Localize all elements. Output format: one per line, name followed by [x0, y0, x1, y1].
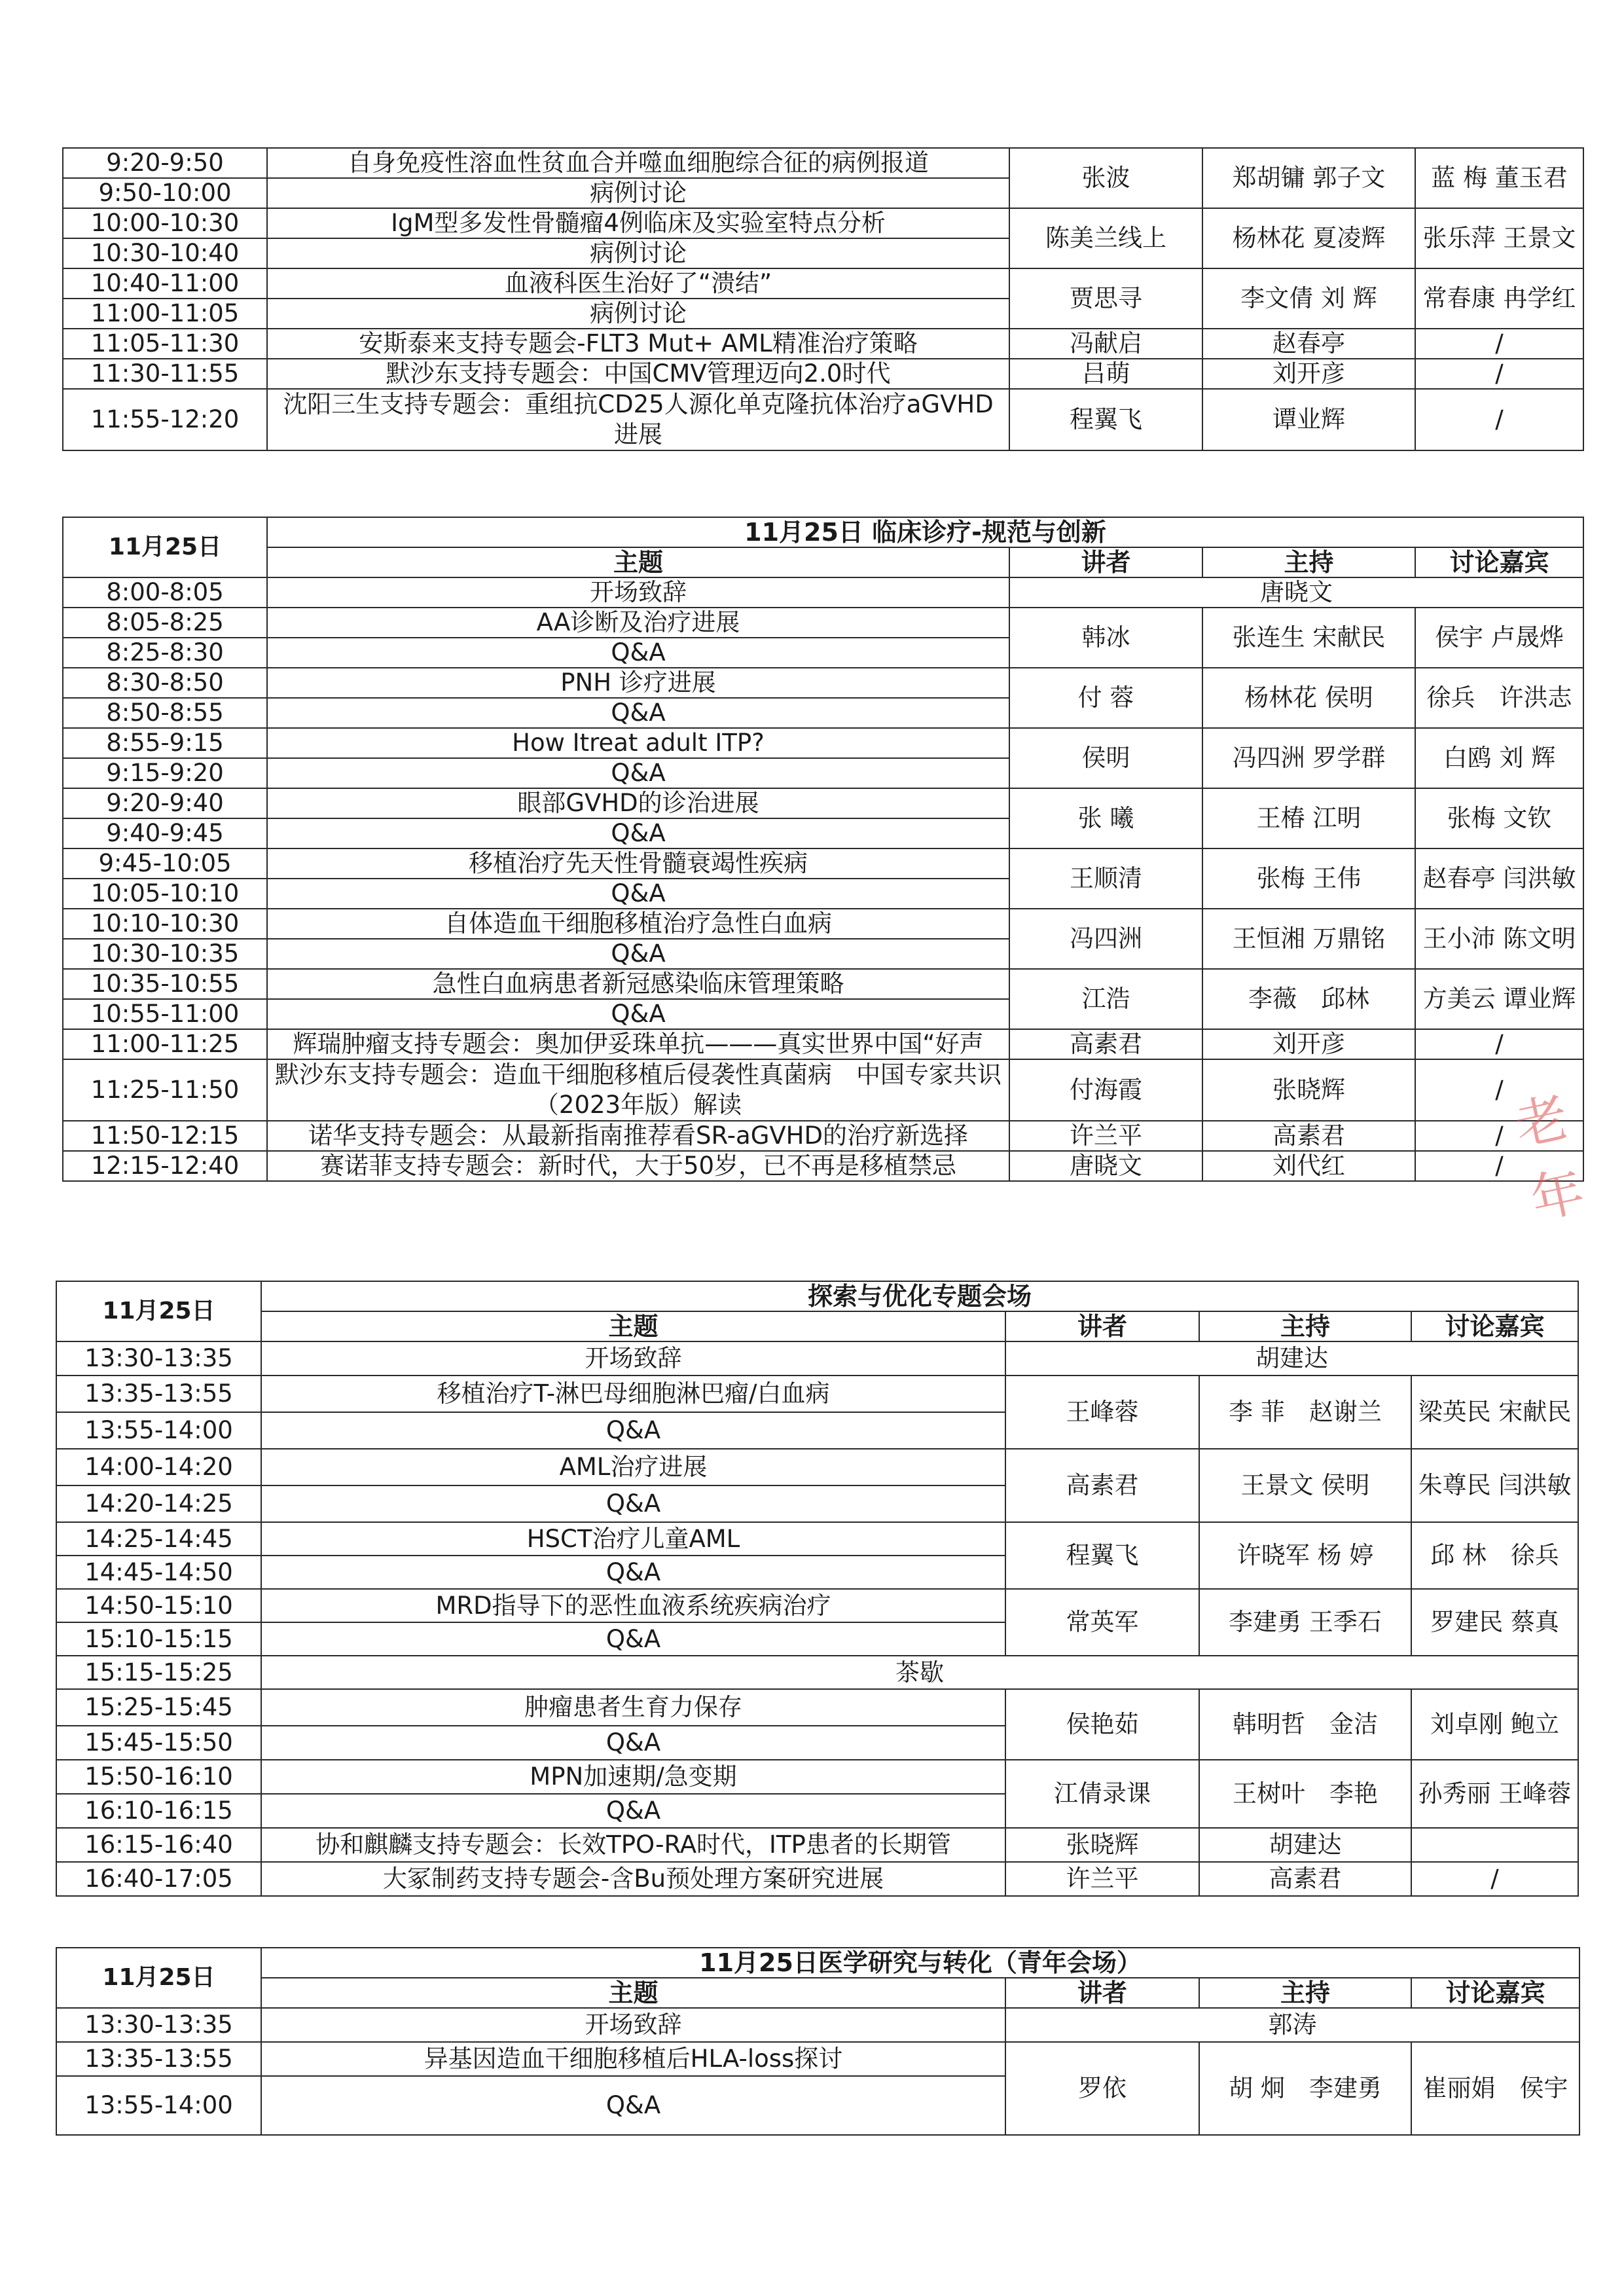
time-cell: 15:45-15:50 — [56, 1726, 261, 1760]
time-cell: 11:50-12:15 — [63, 1121, 267, 1151]
table-row — [63, 1151, 1583, 1181]
speaker-cell: 常英军 — [1005, 1589, 1199, 1656]
topic-cell: Q&A — [267, 879, 1009, 909]
column-header-speaker: 讲者 — [1005, 1311, 1199, 1341]
speaker-cell: 张晓辉 — [1005, 1828, 1199, 1862]
table-row — [56, 1656, 1578, 1689]
guests-cell: / — [1415, 1121, 1583, 1151]
time-cell: 8:05-8:25 — [63, 608, 267, 638]
host-cell: 王景文 侯明 — [1199, 1449, 1411, 1522]
topic-cell: How Itreat adult ITP? — [267, 728, 1009, 758]
table-row — [56, 1449, 1578, 1485]
topic-cell: Q&A — [267, 758, 1009, 788]
topic-cell: 眼部GVHD的诊治进展 — [267, 788, 1009, 818]
table-row — [63, 329, 1583, 359]
topic-cell: 移植治疗先天性骨髓衰竭性疾病 — [267, 848, 1009, 879]
time-cell: 11:00-11:25 — [63, 1029, 267, 1059]
time-cell: 10:40-11:00 — [63, 268, 267, 299]
time-cell: 13:55-14:00 — [56, 2076, 261, 2135]
time-cell: 9:20-9:40 — [63, 788, 267, 818]
guests-cell: / — [1415, 389, 1583, 450]
time-cell: 15:25-15:45 — [56, 1689, 261, 1726]
time-cell: 12:15-12:40 — [63, 1151, 267, 1181]
speaker-cell: 冯四洲 — [1009, 909, 1202, 969]
topic-cell: 病例讨论 — [267, 238, 1009, 268]
session-date: 11月25日 — [56, 1948, 261, 2008]
topic-cell: MRD指导下的恶性血液系统疾病治疗 — [261, 1589, 1005, 1622]
guests-cell: / — [1415, 359, 1583, 389]
time-cell: 8:00-8:05 — [63, 577, 267, 608]
session-date: 11月25日 — [56, 1281, 261, 1341]
host-cell: 杨林花 侯明 — [1202, 668, 1415, 728]
guests-cell: 白鸥 刘 辉 — [1415, 728, 1583, 788]
speaker-cell: 许兰平 — [1009, 1121, 1202, 1151]
host-cell: 刘代红 — [1202, 1151, 1415, 1181]
time-cell: 8:25-8:30 — [63, 638, 267, 668]
topic-cell: 开场致辞 — [261, 1341, 1005, 1376]
time-cell: 10:00-10:30 — [63, 208, 267, 238]
topic-cell: Q&A — [261, 1556, 1005, 1589]
topic-cell: Q&A — [267, 939, 1009, 969]
time-cell: 9:20-9:50 — [63, 148, 267, 178]
guests-cell — [1411, 1828, 1578, 1862]
column-header-guests: 讨论嘉宾 — [1411, 1978, 1579, 2008]
guests-cell: / — [1411, 1862, 1578, 1896]
speaker-cell: 高素君 — [1005, 1449, 1199, 1522]
guests-cell: 邱 林 徐兵 — [1411, 1522, 1578, 1589]
column-header-host: 主持 — [1199, 1311, 1411, 1341]
time-cell: 11:30-11:55 — [63, 359, 267, 389]
time-cell: 8:50-8:55 — [63, 698, 267, 728]
topic-cell: 病例讨论 — [267, 178, 1009, 208]
guests-cell: 张梅 文钦 — [1415, 788, 1583, 848]
table-row — [63, 389, 1583, 450]
guests-cell: / — [1415, 1151, 1583, 1181]
time-cell: 9:50-10:00 — [63, 178, 267, 208]
time-cell: 13:35-13:55 — [56, 1376, 261, 1412]
time-cell: 15:15-15:25 — [56, 1656, 261, 1689]
speaker-cell: 付 蓉 — [1009, 668, 1202, 728]
speaker-cell: 侯艳茹 — [1005, 1689, 1199, 1760]
host-cell: 郑胡镛 郭子文 — [1202, 148, 1415, 208]
table-row — [56, 2042, 1579, 2076]
topic-cell: 诺华支持专题会：从最新指南推荐看SR-aGVHD的治疗新选择 — [267, 1121, 1009, 1151]
topic-cell: 赛诺菲支持专题会：新时代，大于50岁，已不再是移植禁忌 — [267, 1151, 1009, 1181]
guests-cell: 常春康 冉学红 — [1415, 268, 1583, 329]
host-cell: 胡 炯 李建勇 — [1199, 2042, 1411, 2135]
guests-cell: 徐兵 许洪志 — [1415, 668, 1583, 728]
table-row — [56, 1522, 1578, 1556]
speaker-cell: 江浩 — [1009, 969, 1202, 1029]
guests-cell: 刘卓刚 鲍立 — [1411, 1689, 1578, 1760]
speaker-cell: 侯明 — [1009, 728, 1202, 788]
topic-cell: IgM型多发性骨髓瘤4例临床及实验室特点分析 — [267, 208, 1009, 238]
session-title: 11月25日 临床诊疗-规范与创新 — [267, 517, 1583, 547]
host-cell: 王恒湘 万鼎铭 — [1202, 909, 1415, 969]
host-cell: 张连生 宋献民 — [1202, 608, 1415, 668]
time-cell: 14:45-14:50 — [56, 1556, 261, 1589]
speaker-cell: 罗依 — [1005, 2042, 1199, 2135]
table-row — [63, 1121, 1583, 1151]
table-row — [63, 668, 1583, 698]
table-row — [63, 148, 1583, 178]
guests-cell: / — [1415, 329, 1583, 359]
speaker-cell: 张 曦 — [1009, 788, 1202, 848]
guests-cell: 王小沛 陈文明 — [1415, 909, 1583, 969]
host-cell: 刘开彦 — [1202, 1029, 1415, 1059]
table-row — [63, 788, 1583, 818]
topic-cell: 移植治疗T-淋巴母细胞淋巴瘤/白血病 — [261, 1376, 1005, 1412]
topic-cell: 肿瘤患者生育力保存 — [261, 1689, 1005, 1726]
table-row — [56, 1978, 1579, 2008]
host-cell: 张梅 王伟 — [1202, 848, 1415, 909]
time-cell: 9:40-9:45 — [63, 818, 267, 848]
table-row — [56, 1948, 1579, 1978]
speaker-cell: 程翼飞 — [1009, 389, 1202, 450]
host-cell: 李薇 邱林 — [1202, 969, 1415, 1029]
schedule-table-exploration — [56, 1281, 1579, 1897]
time-cell: 11:00-11:05 — [63, 299, 267, 329]
table-row — [63, 909, 1583, 939]
topic-cell: Q&A — [267, 818, 1009, 848]
time-cell: 15:10-15:15 — [56, 1622, 261, 1656]
host-cell: 杨林花 夏凌辉 — [1202, 208, 1415, 268]
table-row — [63, 547, 1583, 577]
table-row — [56, 1589, 1578, 1622]
table-row — [63, 848, 1583, 879]
host-cell: 冯四洲 罗学群 — [1202, 728, 1415, 788]
host-cell: 王椿 江明 — [1202, 788, 1415, 848]
time-cell: 10:30-10:35 — [63, 939, 267, 969]
topic-cell: 协和麒麟支持专题会：长效TPO-RA时代，ITP患者的长期管 — [261, 1828, 1005, 1862]
speaker-cell: 贾思寻 — [1009, 268, 1202, 329]
topic-cell: Q&A — [261, 1412, 1005, 1449]
host-cell: 唐晓文 — [1009, 577, 1583, 608]
time-cell: 14:20-14:25 — [56, 1485, 261, 1522]
time-cell: 13:30-13:35 — [56, 2008, 261, 2042]
topic-cell: 默沙东支持专题会：中国CMV管理迈向2.0时代 — [267, 359, 1009, 389]
host-cell: 赵春亭 — [1202, 329, 1415, 359]
host-cell: 李文倩 刘 辉 — [1202, 268, 1415, 329]
table-row — [63, 608, 1583, 638]
topic-cell: 开场致辞 — [261, 2008, 1005, 2042]
session-title: 11月25日医学研究与转化（青年会场） — [261, 1948, 1579, 1978]
column-header-guests: 讨论嘉宾 — [1411, 1311, 1578, 1341]
column-header-host: 主持 — [1199, 1978, 1411, 2008]
topic-cell: 辉瑞肿瘤支持专题会：奥加伊妥珠单抗———真实世界中国“好声 — [267, 1029, 1009, 1059]
speaker-cell: 唐晓文 — [1009, 1151, 1202, 1181]
host-cell: 胡建达 — [1005, 1341, 1578, 1376]
table-row — [63, 969, 1583, 999]
topic-cell: 自体造血干细胞移植治疗急性白血病 — [267, 909, 1009, 939]
time-cell: 10:55-11:00 — [63, 999, 267, 1029]
guests-cell: 方美云 谭业辉 — [1415, 969, 1583, 1029]
time-cell: 9:45-10:05 — [63, 848, 267, 879]
column-header-topic: 主题 — [261, 1311, 1005, 1341]
time-cell: 14:25-14:45 — [56, 1522, 261, 1556]
guests-cell: 梁英民 宋献民 — [1411, 1376, 1578, 1449]
guests-cell: 崔丽娟 侯宇 — [1411, 2042, 1579, 2135]
topic-cell: 安斯泰来支持专题会-FLT3 Mut+ AML精准治疗策略 — [267, 329, 1009, 359]
host-cell: 许晓军 杨 婷 — [1199, 1522, 1411, 1589]
time-cell: 13:55-14:00 — [56, 1412, 261, 1449]
table-row — [56, 1689, 1578, 1726]
column-header-guests: 讨论嘉宾 — [1415, 547, 1583, 577]
topic-cell: 沈阳三生支持专题会：重组抗CD25人源化单克隆抗体治疗aGVHD进展 — [267, 389, 1009, 450]
table-row — [63, 268, 1583, 299]
topic-cell: Q&A — [261, 2076, 1005, 2135]
guests-cell: 朱尊民 闫洪敏 — [1411, 1449, 1578, 1522]
time-cell: 13:35-13:55 — [56, 2042, 261, 2076]
red-seal-stamp: 老年 — [1509, 1086, 1590, 1231]
topic-cell: AML治疗进展 — [261, 1449, 1005, 1485]
host-cell: 谭业辉 — [1202, 389, 1415, 450]
time-cell: 11:55-12:20 — [63, 389, 267, 450]
speaker-cell: 张波 — [1009, 148, 1202, 208]
topic-cell: Q&A — [267, 638, 1009, 668]
topic-cell: Q&A — [267, 698, 1009, 728]
speaker-cell: 王顺清 — [1009, 848, 1202, 909]
topic-cell: Q&A — [261, 1622, 1005, 1656]
table-row — [56, 1376, 1578, 1412]
time-cell: 14:00-14:20 — [56, 1449, 261, 1485]
topic-cell: Q&A — [261, 1485, 1005, 1522]
time-cell: 16:40-17:05 — [56, 1862, 261, 1896]
guests-cell: 孙秀丽 王峰蓉 — [1411, 1760, 1578, 1828]
table-row — [63, 577, 1583, 608]
topic-cell: MPN加速期/急变期 — [261, 1760, 1005, 1794]
table-row — [56, 1760, 1578, 1794]
topic-cell: 血液科医生治好了“溃结” — [267, 268, 1009, 299]
speaker-cell: 王峰蓉 — [1005, 1376, 1199, 1449]
time-cell: 16:10-16:15 — [56, 1794, 261, 1828]
time-cell: 11:25-11:50 — [63, 1059, 267, 1121]
time-cell: 10:05-10:10 — [63, 879, 267, 909]
speaker-cell: 陈美兰线上 — [1009, 208, 1202, 268]
column-header-host: 主持 — [1202, 547, 1415, 577]
topic-cell: AA诊断及治疗进展 — [267, 608, 1009, 638]
time-cell: 11:05-11:30 — [63, 329, 267, 359]
guests-cell: 赵春亭 闫洪敏 — [1415, 848, 1583, 909]
host-cell: 韩明哲 金洁 — [1199, 1689, 1411, 1760]
table-row — [56, 1862, 1578, 1896]
column-header-speaker: 讲者 — [1005, 1978, 1199, 2008]
table-row — [56, 2008, 1579, 2042]
topic-cell: HSCT治疗儿童AML — [261, 1522, 1005, 1556]
topic-cell: Q&A — [261, 1794, 1005, 1828]
session-date: 11月25日 — [63, 517, 267, 577]
host-cell: 李建勇 王季石 — [1199, 1589, 1411, 1656]
schedule-table-research — [56, 1947, 1580, 2136]
host-cell: 高素君 — [1199, 1862, 1411, 1896]
speaker-cell: 江倩录课 — [1005, 1760, 1199, 1828]
host-cell: 王树叶 李艳 — [1199, 1760, 1411, 1828]
topic-cell: 异基因造血干细胞移植后HLA-loss探讨 — [261, 2042, 1005, 2076]
host-cell: 刘开彦 — [1202, 359, 1415, 389]
table-row — [63, 359, 1583, 389]
guests-cell: 张乐萍 王景文 — [1415, 208, 1583, 268]
table-row — [56, 1341, 1578, 1376]
topic-cell: Q&A — [261, 1726, 1005, 1760]
topic-cell: 大冢制药支持专题会-含Bu预处理方案研究进展 — [261, 1862, 1005, 1896]
column-header-topic: 主题 — [267, 547, 1009, 577]
host-cell: 李 菲 赵谢兰 — [1199, 1376, 1411, 1449]
guests-cell: / — [1415, 1029, 1583, 1059]
topic-cell: 病例讨论 — [267, 299, 1009, 329]
guests-cell: / — [1415, 1059, 1583, 1121]
time-cell: 10:35-10:55 — [63, 969, 267, 999]
host-cell: 张晓辉 — [1202, 1059, 1415, 1121]
time-cell: 9:15-9:20 — [63, 758, 267, 788]
time-cell: 8:55-9:15 — [63, 728, 267, 758]
time-cell: 13:30-13:35 — [56, 1341, 261, 1376]
column-header-speaker: 讲者 — [1009, 547, 1202, 577]
time-cell: 10:30-10:40 — [63, 238, 267, 268]
host-cell: 胡建达 — [1199, 1828, 1411, 1862]
time-cell: 14:50-15:10 — [56, 1589, 261, 1622]
speaker-cell: 付海霞 — [1009, 1059, 1202, 1121]
guests-cell: 侯宇 卢晟烨 — [1415, 608, 1583, 668]
schedule-table-clinical — [62, 517, 1584, 1182]
table-row — [63, 517, 1583, 547]
table-row — [56, 1311, 1578, 1341]
topic-cell: PNH 诊疗进展 — [267, 668, 1009, 698]
host-cell: 郭涛 — [1005, 2008, 1579, 2042]
speaker-cell: 高素君 — [1009, 1029, 1202, 1059]
topic-cell: 自身免疫性溶血性贫血合并噬血细胞综合征的病例报道 — [267, 148, 1009, 178]
time-cell: 10:10-10:30 — [63, 909, 267, 939]
table-row — [56, 1281, 1578, 1311]
schedule-table-morning-cases — [62, 147, 1584, 451]
break-cell: 茶歇 — [261, 1656, 1578, 1689]
speaker-cell: 冯献启 — [1009, 329, 1202, 359]
speaker-cell: 程翼飞 — [1005, 1522, 1199, 1589]
speaker-cell: 吕萌 — [1009, 359, 1202, 389]
time-cell: 15:50-16:10 — [56, 1760, 261, 1794]
topic-cell: 开场致辞 — [267, 577, 1009, 608]
topic-cell: 急性白血病患者新冠感染临床管理策略 — [267, 969, 1009, 999]
table-row — [63, 1059, 1583, 1121]
guests-cell: 蓝 梅 董玉君 — [1415, 148, 1583, 208]
column-header-topic: 主题 — [261, 1978, 1005, 2008]
table-row — [63, 1029, 1583, 1059]
table-row — [63, 208, 1583, 238]
time-cell: 8:30-8:50 — [63, 668, 267, 698]
host-cell: 高素君 — [1202, 1121, 1415, 1151]
topic-cell: Q&A — [267, 999, 1009, 1029]
speaker-cell: 韩冰 — [1009, 608, 1202, 668]
speaker-cell: 许兰平 — [1005, 1862, 1199, 1896]
topic-cell: 默沙东支持专题会：造血干细胞移植后侵袭性真菌病 中国专家共识（2023年版）解读 — [267, 1059, 1009, 1121]
time-cell: 16:15-16:40 — [56, 1828, 261, 1862]
table-row — [56, 1828, 1578, 1862]
table-row — [63, 728, 1583, 758]
session-title: 探索与优化专题会场 — [261, 1281, 1578, 1311]
guests-cell: 罗建民 蔡真 — [1411, 1589, 1578, 1656]
